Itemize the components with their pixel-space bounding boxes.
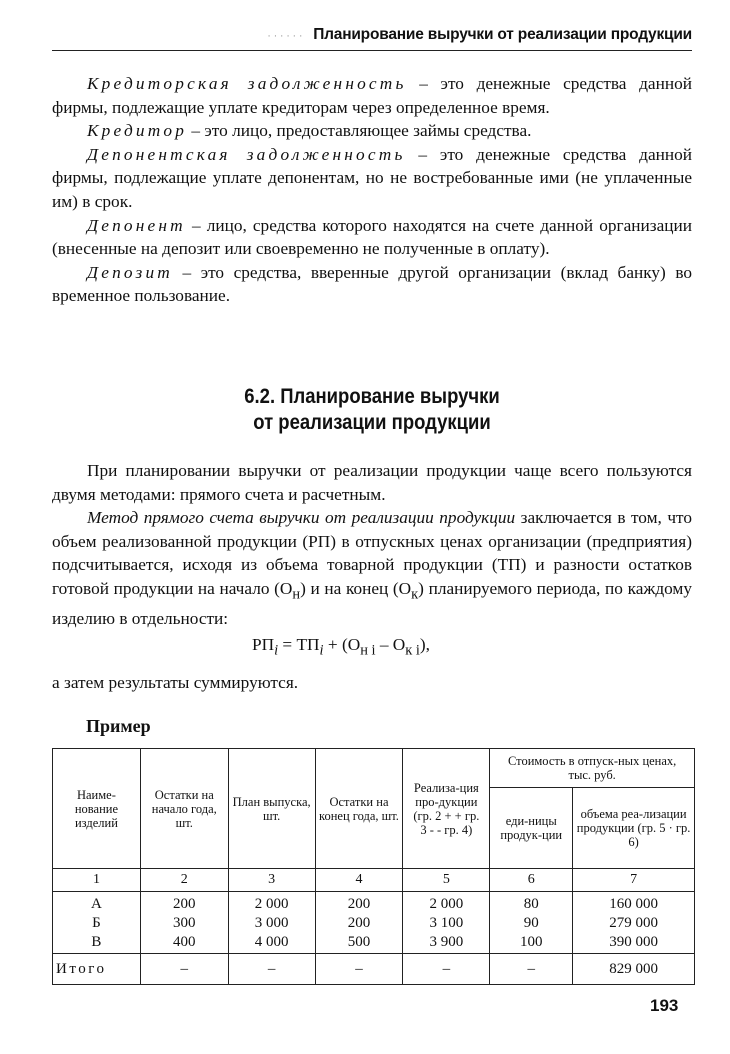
header-cell: Реализа-ция про-дукции (гр. 2 + + гр. 3 - - гр. 4) bbox=[403, 749, 490, 869]
total-cell: – bbox=[140, 954, 228, 985]
table-header-row bbox=[53, 749, 695, 788]
cell-value: А bbox=[91, 896, 102, 912]
column-number-row bbox=[53, 869, 695, 892]
total-cell: – bbox=[228, 954, 315, 985]
header-cell: Наиме-нование изделий bbox=[53, 749, 141, 869]
definition-term: Депозит bbox=[87, 262, 173, 282]
formula-sub: н i bbox=[360, 642, 376, 659]
table-cell bbox=[315, 892, 403, 954]
definition-term: Депонент bbox=[87, 215, 186, 235]
cell-value: В bbox=[91, 934, 102, 950]
paragraph-text: заключается в том, что объем реализованной продукции (РП) в отпускных ценах организации (предприятия) подсчитывается, исходя из объема товарной продукции (ТП) и разности остатков готовой продукции на начало (О bbox=[52, 508, 693, 598]
total-cell: 829 000 bbox=[573, 954, 695, 985]
subscript: н bbox=[292, 586, 301, 603]
formula-sub: i bbox=[319, 642, 324, 659]
cell-value: 90 bbox=[523, 915, 539, 931]
cell-value: 300 bbox=[173, 915, 196, 931]
formula-part: РП bbox=[252, 634, 275, 654]
cell-value: 4 000 bbox=[254, 934, 289, 950]
cell-value: 2 000 bbox=[429, 896, 464, 912]
cell-value: 500 bbox=[347, 934, 371, 950]
formula-part: = ТП bbox=[278, 634, 320, 654]
table-cell bbox=[490, 892, 573, 954]
cell-value: 2 000 bbox=[254, 896, 289, 912]
column-number: 4 bbox=[315, 869, 403, 892]
body-block bbox=[52, 459, 692, 694]
running-head bbox=[52, 26, 692, 44]
cell-value: 400 bbox=[173, 934, 196, 950]
column-number: 2 bbox=[140, 869, 228, 892]
definition bbox=[52, 119, 692, 143]
table-body-row bbox=[53, 892, 695, 954]
formula bbox=[52, 633, 692, 663]
definition bbox=[52, 72, 692, 119]
formula-sub: к i bbox=[405, 642, 420, 659]
section-heading-line2: от реализации продукции bbox=[253, 411, 491, 434]
definition bbox=[52, 143, 692, 214]
definition-text: – это денежные средства данной фирмы, подлежащие уплате кредиторам через определенное время. bbox=[52, 74, 692, 117]
cell-value: 3 000 bbox=[254, 915, 289, 931]
cell-value: 279 000 bbox=[609, 915, 658, 931]
header-rule bbox=[52, 50, 692, 51]
paragraph-text: ) планируемого периода, по каждому изделию в отдельности: bbox=[52, 578, 692, 629]
cell-value: 80 bbox=[523, 896, 539, 912]
cell-value: 200 bbox=[173, 896, 196, 912]
definition-term: Кредиторская задолженность bbox=[87, 74, 407, 93]
definition-text: – это средства, вверенные другой организации (вклад банку) во временное пользование. bbox=[52, 262, 692, 306]
cell-value: Б bbox=[92, 915, 101, 931]
header-cell-group: Стоимость в отпуск-ных ценах, тыс. руб. bbox=[490, 749, 695, 788]
page-number: 193 bbox=[650, 996, 679, 1015]
definition bbox=[52, 214, 692, 261]
header-cell: Остатки на конец года, шт. bbox=[315, 749, 403, 869]
cell-value: 390 000 bbox=[609, 934, 658, 950]
cell-value: 200 bbox=[347, 915, 371, 931]
table-total-row bbox=[53, 954, 695, 985]
definition-text: – это денежные средства данной фирмы, подлежащие уплате депонентам, но не востребованные ими (не уплаченные им) в срок. bbox=[52, 144, 692, 211]
cell-value: 3 900 bbox=[429, 934, 464, 950]
table-cell bbox=[228, 892, 315, 954]
header-cell: объема реа-лизации продукции (гр. 5 · гр. 6) bbox=[573, 788, 695, 869]
header-cell: План выпуска, шт. bbox=[228, 749, 315, 869]
section-heading-line1: 6.2. Планирование выручки bbox=[244, 385, 500, 408]
table-cell bbox=[53, 892, 141, 954]
formula-sub: i bbox=[274, 642, 279, 659]
table-cell bbox=[403, 892, 490, 954]
column-number: 3 bbox=[228, 869, 315, 892]
table-cell bbox=[573, 892, 695, 954]
cell-value: 160 000 bbox=[609, 896, 658, 912]
definition-term: Кредитор bbox=[87, 121, 188, 141]
header-cell: Остатки на начало года, шт. bbox=[140, 749, 228, 869]
section-heading bbox=[90, 384, 653, 436]
cell-value: 200 bbox=[347, 896, 371, 912]
paragraph-summary: а затем результаты суммируются. bbox=[52, 672, 299, 692]
formula-part: ), bbox=[419, 634, 430, 654]
paragraph-text: ) и на конец (О bbox=[300, 578, 412, 598]
column-number: 5 bbox=[403, 869, 490, 892]
cell-value: 100 bbox=[519, 934, 543, 950]
total-cell: – bbox=[315, 954, 403, 985]
table-cell bbox=[140, 892, 228, 954]
example-title: Пример bbox=[86, 716, 151, 736]
definition-text: – это лицо, предоставляющее займы средства. bbox=[187, 121, 532, 141]
total-label: Итого bbox=[53, 954, 141, 985]
column-number: 7 bbox=[573, 869, 695, 892]
running-head-title: Планирование выручки от реализации продукции bbox=[313, 26, 692, 43]
definition-term: Депонентская задолженность bbox=[87, 144, 406, 164]
example-table bbox=[52, 748, 695, 985]
definition bbox=[52, 261, 692, 308]
paragraph-direct-method bbox=[52, 506, 692, 630]
column-number: 6 bbox=[490, 869, 573, 892]
definition-text: – лицо, средства которого находятся на счете данной организации (внесенные на депозит или своевременно не полученные в оплату). bbox=[52, 215, 692, 259]
definitions-block bbox=[52, 72, 692, 308]
total-cell: – bbox=[403, 954, 490, 985]
subscript: к bbox=[411, 586, 419, 603]
cell-value: 3 100 bbox=[429, 915, 464, 931]
formula-part: – О bbox=[375, 634, 406, 654]
formula-part: + (О bbox=[323, 634, 361, 654]
paragraph-methods: При планировании выручки от реализации продукции чаще всего пользуются двумя методами: прямого счета и расчетным. bbox=[52, 461, 692, 504]
header-cell: еди-ницы продук-ции bbox=[490, 788, 573, 869]
running-head-faint: · · · · · · bbox=[267, 30, 306, 42]
total-cell: – bbox=[490, 954, 573, 985]
column-number: 1 bbox=[53, 869, 141, 892]
method-name: Метод прямого счета выручки от реализации продукции bbox=[87, 508, 516, 528]
